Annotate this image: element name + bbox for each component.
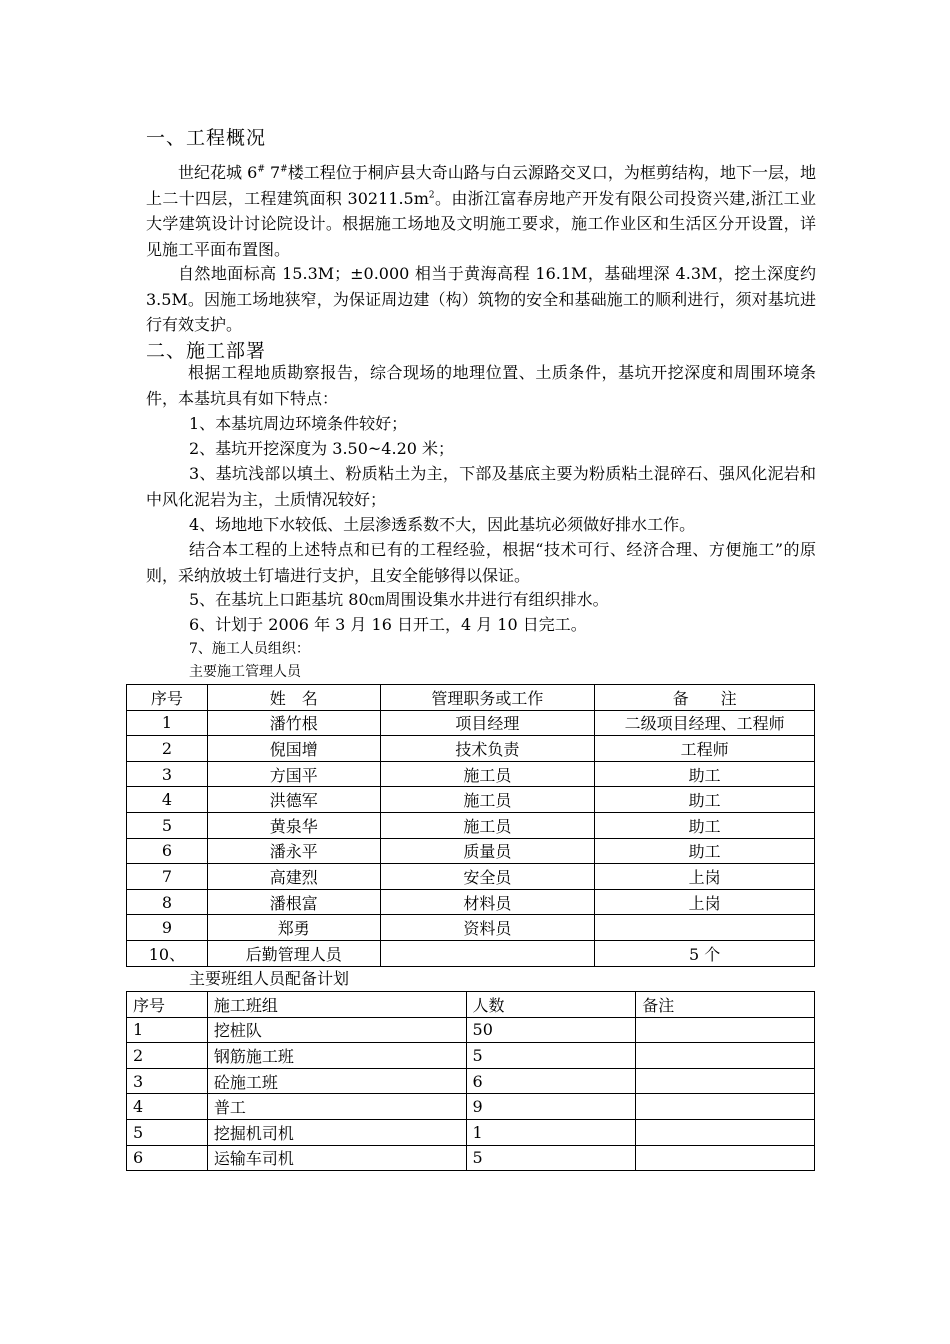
table-row [127,1119,815,1145]
table-cell: 1 [127,1017,208,1043]
superscript: 2 [428,190,435,201]
table-cell: 施工员 [380,787,595,813]
table-header-row [127,992,815,1018]
superscript: # [280,164,288,175]
table-row [127,736,815,762]
table-cell: 二级项目经理、工程师 [595,710,815,736]
team-staffing-table [126,991,815,1171]
table-cell: 助工 [595,787,815,813]
table-cell: 50 [466,1017,636,1043]
table-cell [636,1017,815,1043]
table-row [127,1043,815,1069]
table-cell: 高建烈 [207,864,380,890]
table-cell: 潘根富 [207,889,380,915]
table-cell: 5 [127,1119,208,1145]
table-cell: 挖桩队 [207,1017,466,1043]
table-row [127,710,815,736]
feature-item-6: 6、计划于 2006 年 3 月 16 日开工，4 月 10 日完工。 [189,615,587,634]
table-cell: 技术负责 [380,736,595,762]
management-staff-table [126,684,815,967]
table-cell: 助工 [595,761,815,787]
table-cell: 10、 [127,940,208,966]
table-cell: 上岗 [595,864,815,890]
table-row [127,915,815,941]
table-cell: 资料员 [380,915,595,941]
para-text: 楼工程位于桐庐县大奇山路与白云源路交叉口，为框剪结构，地下一层，地上二十四层，工程建筑面积 30211.5m [146,163,816,208]
table-cell [636,1043,815,1069]
table-cell: 6 [127,1145,208,1171]
table-cell: 施工员 [380,761,595,787]
section-2-heading: 二、施工部署 [146,340,267,362]
table-cell: 施工员 [380,812,595,838]
table-cell: 9 [127,915,208,941]
table-cell: 3 [127,1068,208,1094]
feature-item-3: 3、基坑浅部以填土、粉质粘土为主，下部及基底主要为粉质粘土混碎石、强风化泥岩和中风化泥岩为主，土质情况较好； [146,464,816,509]
table-cell: 7 [127,864,208,890]
project-overview-paragraph [146,160,816,262]
table-cell: 倪国增 [207,736,380,762]
table-cell: 6 [127,838,208,864]
table-row [127,864,815,890]
table-cell: 运输车司机 [207,1145,466,1171]
table-row [127,812,815,838]
table-cell [636,1119,815,1145]
table-cell: 郑勇 [207,915,380,941]
header-cell: 备 注 [595,685,815,711]
table-cell: 助工 [595,838,815,864]
table-cell: 材料员 [380,889,595,915]
table-cell: 安全员 [380,864,595,890]
table-cell: 上岗 [595,889,815,915]
feature-item-5: 5、在基坑上口距基坑 80㎝周围设集水井进行有组织排水。 [189,590,609,609]
table-cell: 砼施工班 [207,1068,466,1094]
table-cell: 洪德军 [207,787,380,813]
table-cell: 6 [466,1068,636,1094]
table1-caption: 主要施工管理人员 [189,664,301,680]
table-cell: 2 [127,1043,208,1069]
header-cell: 备注 [636,992,815,1018]
elevation-paragraph: 自然地面标高 15.3M；±0.000 相当于黄海高程 16.1M，基础埋深 4.3M，挖土深度约 3.5M。因施工场地狭窄，为保证周边建（构）筑物的安全和基础施工的顺利进行，须对基坑进行有效支护。 [146,264,816,334]
table-cell: 工程师 [595,736,815,762]
table-cell: 5 [466,1145,636,1171]
table-cell [380,940,595,966]
table-cell [636,1094,815,1120]
table-cell [595,915,815,941]
table-row [127,940,815,966]
table-cell: 4 [127,1094,208,1120]
table-row [127,1068,815,1094]
table-cell: 5 个 [595,940,815,966]
header-cell: 人数 [466,992,636,1018]
table-cell: 3 [127,761,208,787]
para-text: 世纪花城 6 [178,163,258,182]
table-cell: 普工 [207,1094,466,1120]
feature-item-2: 2、基坑开挖深度为 3.50~4.20 米； [189,439,455,458]
table-cell: 1 [127,710,208,736]
table-row [127,761,815,787]
table-cell: 5 [466,1043,636,1069]
para-text: 。由浙江富春房地产开发有限公司投资兴建,浙江工业大学建筑设计讨论院设计。根据施工场地及文明施工要求，施工作业区和生活区分开设置，详见施工平面布置图。 [146,188,816,259]
feature-item-4: 4、场地地下水较低、土层渗透系数不大，因此基坑必须做好排水工作。 [189,515,696,534]
header-cell: 施工班组 [207,992,466,1018]
table-row [127,1094,815,1120]
table-cell: 8 [127,889,208,915]
table-row [127,889,815,915]
table-cell: 方国平 [207,761,380,787]
table-cell: 5 [127,812,208,838]
summary-paragraph: 结合本工程的上述特点和已有的工程经验，根据“技术可行、经济合理、方便施工”的原则，采纳放坡土钉墙进行支护，且安全能够得以保证。 [146,540,816,585]
table-row [127,1145,815,1171]
table-cell: 黄泉华 [207,812,380,838]
header-cell: 姓 名 [207,685,380,711]
section-1-heading: 一、工程概况 [146,127,267,149]
table-row [127,1017,815,1043]
table-cell: 挖掘机司机 [207,1119,466,1145]
table-cell: 1 [466,1119,636,1145]
table-cell: 质量员 [380,838,595,864]
table-cell: 助工 [595,812,815,838]
header-cell: 管理职务或工作 [380,685,595,711]
table-header-row [127,685,815,711]
table-row [127,787,815,813]
table-cell: 2 [127,736,208,762]
superscript: # [257,164,265,175]
table-cell [636,1145,815,1171]
table2-caption: 主要班组人员配备计划 [189,969,350,988]
table-cell: 钢筋施工班 [207,1043,466,1069]
table-cell: 潘竹根 [207,710,380,736]
table-cell: 4 [127,787,208,813]
header-cell: 序号 [127,992,208,1018]
table-cell: 后勤管理人员 [207,940,380,966]
header-cell: 序号 [127,685,208,711]
table-cell: 潘永平 [207,838,380,864]
para-text: 7 [264,163,281,182]
table-row [127,838,815,864]
feature-item-1: 1、本基坑周边环境条件较好； [189,414,408,433]
feature-item-7: 7、施工人员组织： [189,641,310,657]
intro-paragraph: 根据工程地质勘察报告，综合现场的地理位置、土质条件，基坑开挖深度和周围环境条件，本基坑具有如下特点： [146,363,816,408]
table-cell: 9 [466,1094,636,1120]
table-cell [636,1068,815,1094]
table-cell: 项目经理 [380,710,595,736]
